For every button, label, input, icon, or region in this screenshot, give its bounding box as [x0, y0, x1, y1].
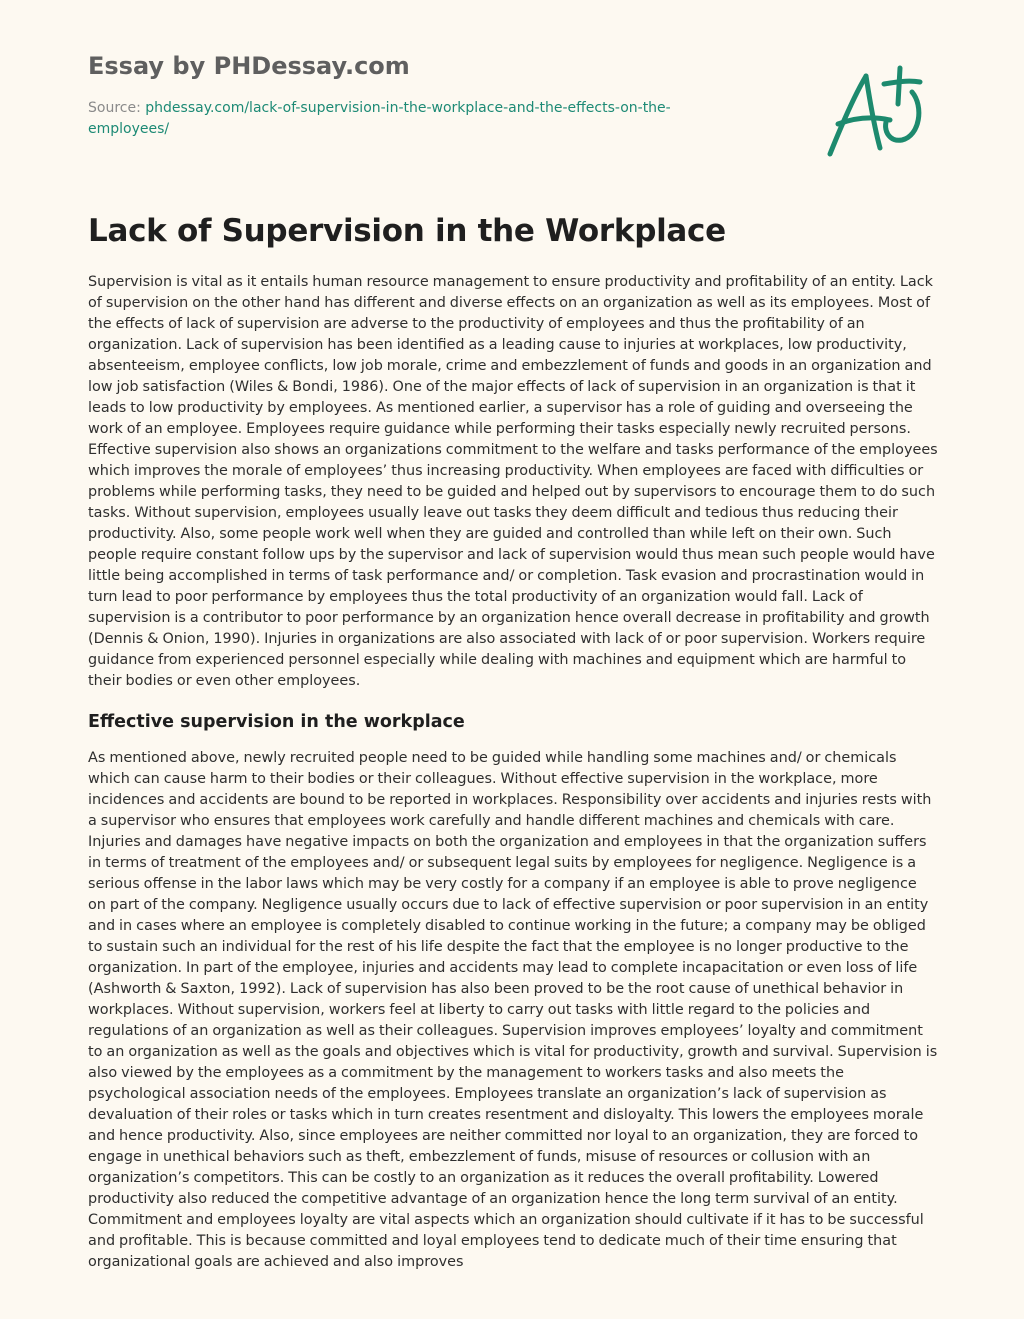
a-plus-logo-icon — [820, 62, 930, 162]
source-label: Source: — [88, 100, 146, 116]
essay-paragraph: As mentioned above, newly recruited people need to be guided while handling some machines and/ or chemicals which can cause harm to their bodies or their colleagues. Without effective supervision in the workplace, more incidences and accidents are bound to be reported in workplaces. Responsibility over accidents and injuries rests with a supervisor who ensures that employees work carefully and handle different machines and chemicals with care. Injuries and damages have negative impacts on both the organization and employees in that the organization suffers in terms of treatment of the employees and/ or subsequent legal suits by employees for negligence. Negligence is a serious offense in the labor laws which may be very costly for a company if an employee is able to prove negligence on part of the company. Negligence usually occurs due to lack of effective supervision or poor supervision in an entity and in cases where an employee is completely disabled to continue working in the future; a company may be obliged to sustain such an individual for the rest of his life despite the fact that the employee is no longer productive to the organization. In part of the employee, injuries and accidents may lead to complete incapacitation or even loss of life (Ashworth & Saxton, 1992). Lack of supervision has also been proved to be the root cause of unethical behavior in workplaces. Without supervision, workers feel at liberty to carry out tasks with little regard to the policies and regulations of an organization as well as their colleagues. Supervision improves employees’ loyalty and commitment to an organization as well as the goals and objectives which is vital for productivity, growth and survival. Supervision is also viewed by the employees as a commitment by the management to workers tasks and also meets the psychological association needs of the employees. Employees translate an organization’s lack of supervision as devaluation of their roles or tasks which in turn creates resentment and disloyalty. This lowers the employees morale and hence productivity. Also, since employees are neither committed nor loyal to an organization, they are forced to engage in unethical behaviors such as theft, embezzlement of funds, misuse of resources or collusion with an organization’s competitors. This can be costly to an organization as it reduces the overall profitability. Lowered productivity also reduced the competitive advantage of an organization hence the long term survival of an entity. Commitment and employees loyalty are vital aspects which an organization should cultivate if it has to be successful and profitable. This is because committed and loyal employees tend to dedicate much of their time ensuring that organizational goals are achieved and also improves — [88, 750, 938, 1270]
source-line — [88, 98, 748, 140]
source-link[interactable]: phdessay.com/lack-of-supervision-in-the-workplace-and-the-effects-on-the-employees/ — [88, 100, 671, 137]
section-heading: Effective supervision in the workplace — [88, 712, 465, 732]
page-header — [88, 50, 788, 140]
site-brand: Essay by PHDessay.com — [88, 52, 410, 80]
essay-paragraph: Supervision is vital as it entails human resource management to ensure productivity and profitability of an entity. Lack of supervision on the other hand has different and diverse effects on an organization as well as its employees. Most of the effects of lack of supervision are adverse to the productivity of employees and thus the profitability of an organization. Lack of supervision has been identified as a leading cause to injuries at workplaces, low productivity, absenteeism, employee conflicts, low job morale, crime and embezzlement of funds and goods in an organization and low job satisfaction (Wiles & Bondi, 1986). One of the major effects of lack of supervision in an organization is that it leads to low productivity by employees. As mentioned earlier, a supervisor has a role of guiding and overseeing the work of an employee. Employees require guidance while performing their tasks especially newly recruited persons. Effective supervision also shows an organizations commitment to the welfare and tasks performance of the employees which improves the morale of employees’ thus increasing productivity. When employees are faced with difficulties or problems while performing tasks, they need to be guided and helped out by supervisors to encourage them to do such tasks. Without supervision, employees usually leave out tasks they deem difficult and tedious thus reducing their productivity. Also, some people work well when they are guided and controlled than while left on their own. Such people require constant follow ups by the supervisor and lack of supervision would thus mean such people would have little being accomplished in terms of task performance and/ or completion. Task evasion and procrastination would in turn lead to poor performance by employees thus the total productivity of an organization would fall. Lack of supervision is a contributor to poor performance by an organization hence overall decrease in profitability and growth (Dennis & Onion, 1990). Injuries in organizations are also associated with lack of or poor supervision. Workers require guidance from experienced personnel especially while dealing with machines and equipment which are harmful to their bodies or even other employees. — [88, 274, 938, 689]
essay-body — [88, 272, 938, 1319]
essay-title: Lack of Supervision in the Workplace — [88, 213, 726, 249]
